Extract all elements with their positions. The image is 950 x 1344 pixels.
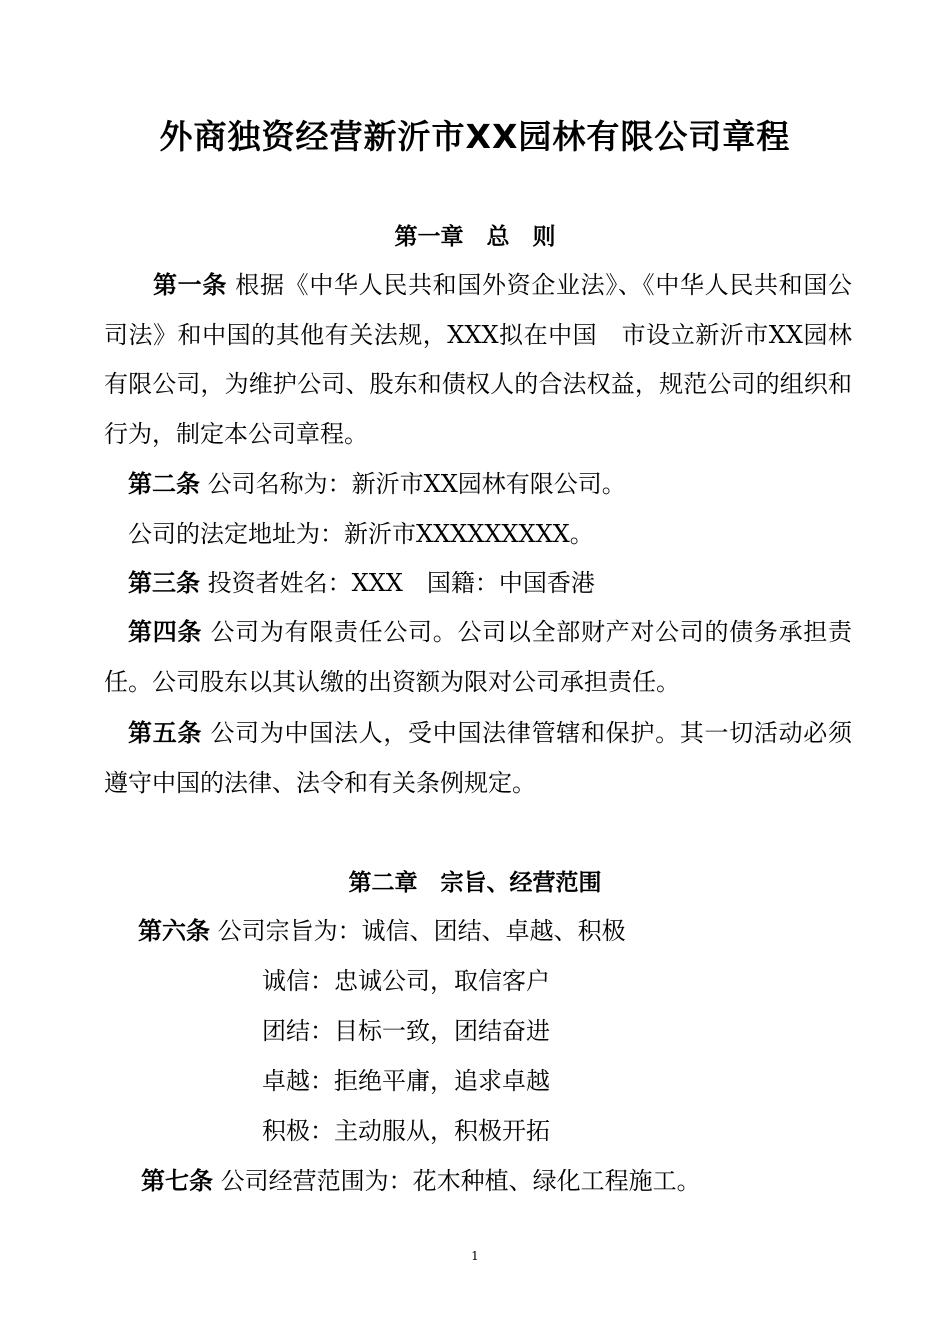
- article-6: [138, 911, 626, 951]
- article-7-text: 公司经营范围为：花木种植、绿化工程施工。: [213, 1167, 701, 1195]
- chapter-1-heading: 第一章 总 则: [394, 224, 556, 250]
- article-6-label: 第六条: [138, 917, 210, 945]
- document-title: 外商独资经营新沂市XX园林有限公司章程: [159, 117, 791, 156]
- article-4-label: 第四条: [128, 618, 203, 646]
- article-5-label: 第五条: [128, 719, 203, 747]
- value-item: 卓越：拒绝平庸，追求卓越: [262, 1067, 550, 1095]
- article-3: [128, 563, 595, 603]
- article-4-text: 公司为有限责任公司。公司以全部财产对公司的债务承担责任。公司股东以其认缴的出资额为限对公司承担责任。: [104, 618, 852, 696]
- article-7-label: 第七条: [141, 1167, 213, 1195]
- article-4: [104, 608, 852, 707]
- article-7: [141, 1161, 701, 1201]
- article-5-text: 公司为中国法人，受中国法律管辖和保护。其一切活动必须遵守中国的法律、法令和有关条例规定。: [104, 719, 852, 797]
- article-5: [104, 709, 852, 808]
- article-1: [104, 261, 852, 459]
- article-3-label: 第三条: [128, 569, 200, 597]
- value-item: 积极：主动服从，积极开拓: [262, 1117, 550, 1145]
- page-number: 1: [471, 1249, 479, 1263]
- value-item: 诚信：忠诚公司，取信客户: [262, 967, 550, 995]
- article-2-label: 第二条: [128, 470, 200, 498]
- legal-address-line: 公司的法定地址为：新沂市XXXXXXXXX。: [128, 520, 594, 548]
- value-item: 团结：目标一致，团结奋进: [262, 1017, 550, 1045]
- article-1-label: 第一条: [153, 271, 228, 299]
- article-3-text: 投资者姓名：XXX 国籍：中国香港: [200, 569, 595, 597]
- article-6-text: 公司宗旨为：诚信、团结、卓越、积极: [210, 917, 626, 945]
- chapter-2-heading: 第二章 宗旨、经营范围: [348, 870, 602, 896]
- article-2-text: 公司名称为：新沂市XX园林有限公司。: [200, 470, 626, 498]
- article-1-text: 根据《中华人民共和国外资企业法》、《中华人民共和国公司法》和中国的其他有关法规，XXX拟在中国 市设立新沂市XX园林有限公司，为维护公司、股东和债权人的合法权益，规范公司的组织和行为，制定本公司章程。: [104, 271, 852, 448]
- article-2: [128, 464, 626, 504]
